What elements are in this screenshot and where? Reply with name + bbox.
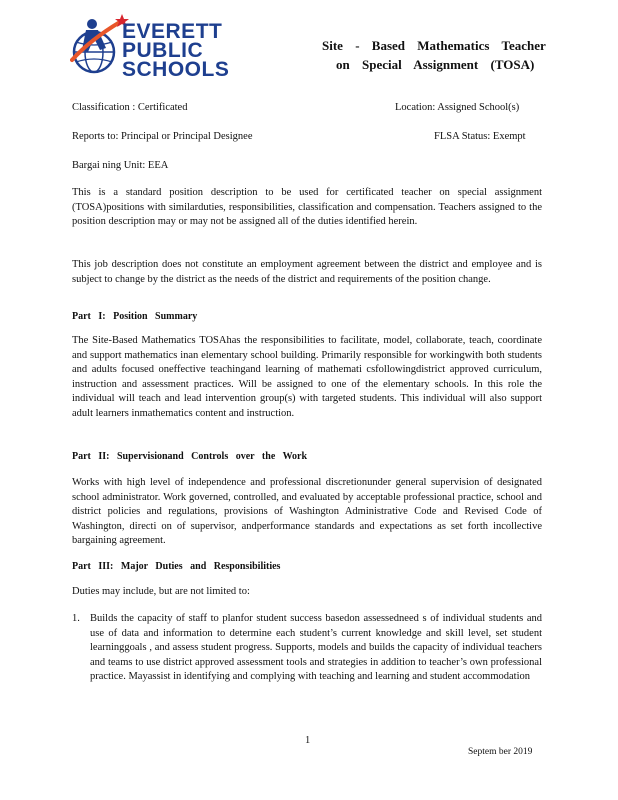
district-logo bbox=[70, 12, 240, 81]
duty-item-text: Builds the capacity of staff to planfor student success basedon assessedneed s of individual students and use of data and information to determine each student’s current knowledge and skill level, set student learninggoals , and assess student progress. Supports, models and builds the capacity of individual teachers and teams to use district approved assessment tools and strategies in addition to teacher’s own professional practice. Mayassist in identifying and complying with teaching and learning and student accommodation bbox=[90, 613, 542, 682]
part2-heading: Part II: Supervisionand Controls over the Work bbox=[72, 451, 308, 462]
classification-label: Classification : Certificated bbox=[72, 102, 188, 113]
part3-intro-text: Duties may include, but are not limited to: bbox=[72, 586, 250, 597]
document-title-line1: Site - Based Mathematics Teacher bbox=[322, 38, 546, 53]
intro-paragraph-2: This job description does not constitute an employment agreement between the district and employee and is subject to change by the district as the needs of the district and requirements of the position change. bbox=[72, 259, 542, 285]
page-number: 1 bbox=[305, 735, 311, 746]
part3-heading: Part III: Major Duties and Responsibilities bbox=[72, 561, 281, 572]
bargaining-unit-label: Bargai ning Unit: EEA bbox=[72, 160, 169, 171]
logo-line-public: PUBLIC bbox=[122, 39, 204, 62]
duty-item-number: 1. bbox=[72, 613, 80, 624]
logo-line-everett: EVERETT bbox=[122, 20, 223, 43]
part1-summary-text: The Site-Based Mathematics TOSAhas the responsibilities to facilitate, model, collaborate, teach, coordinate and support mathematics inan elementary school building. Primarily responsible for workingwith both students and adults focused oneffective teachingand learning of mathemati csfollowingdistrict approved curriculum, instruction and assessment practices. Will be assigned to one of the elementary schools. In this role the individual will teach and lead intervention group(s) with targeted students. This individual will also support adult learners inmathematics content and instruction. bbox=[72, 335, 542, 419]
reports-to-label: Reports to: Principal or Principal Designee bbox=[72, 131, 253, 142]
intro-paragraph-1: This is a standard position description to be used for certificated teacher on special assignment (TOSA)positions with similarduties, responsibilities, classification and compensation. Teachers assigned to the position description may or may not be assigned all of the duties identified herein. bbox=[72, 187, 542, 227]
globe-figure-icon bbox=[70, 12, 130, 78]
document-title-line2: on Special Assignment (TOSA) bbox=[336, 57, 535, 72]
flsa-status-label: FLSA Status: Exempt bbox=[434, 131, 526, 142]
logo-line-schools: SCHOOLS bbox=[122, 58, 230, 81]
part1-heading: Part I: Position Summary bbox=[72, 311, 198, 322]
footer-date: Septem ber 2019 bbox=[468, 747, 533, 757]
part2-supervision-text: Works with high level of independence and professional discretionunder general supervision of designated school administrator. Work governed, controlled, and evaluated by acceptable professional practice, school and district policies and regulations, provisions of Washington Administrative Code and Revised Code of Washington, directi on of supervisor, andperformance standards and expectations as set forth incollective bargaining agreement. bbox=[72, 477, 542, 546]
location-label: Location: Assigned School(s) bbox=[395, 102, 520, 113]
